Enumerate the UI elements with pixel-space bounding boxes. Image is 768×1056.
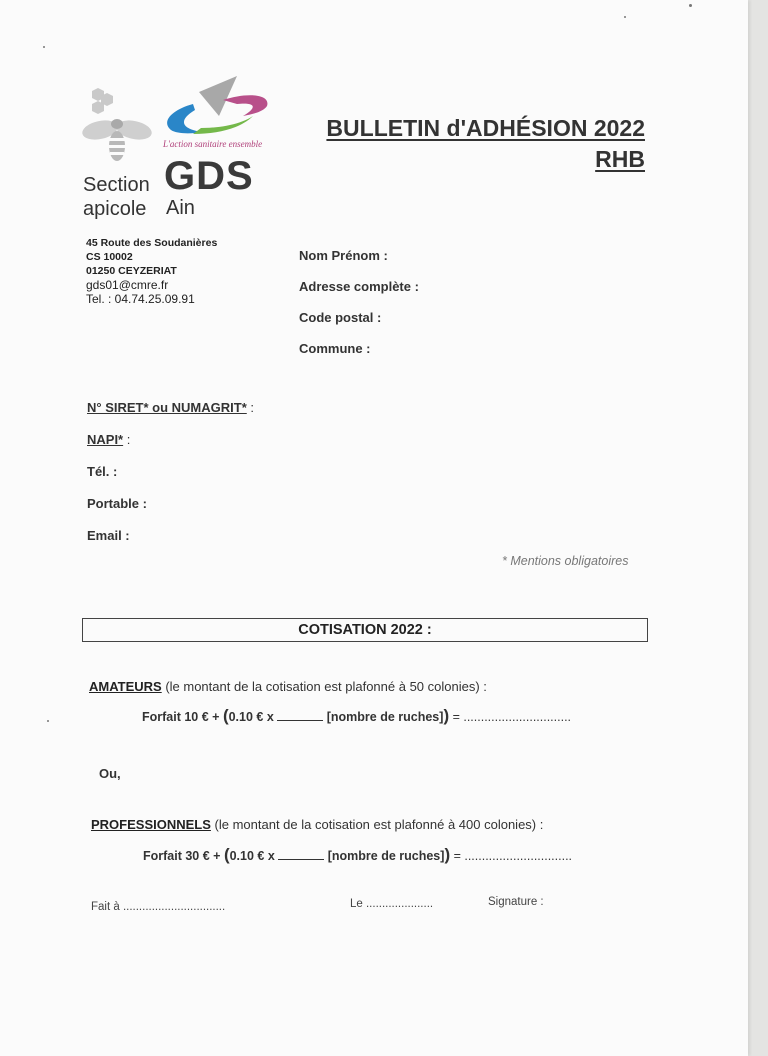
address-block [86, 236, 217, 306]
amateurs-forfait: Forfait 10 € + [142, 710, 223, 724]
amateurs-formula-end: [nombre de ruches] [323, 710, 444, 724]
nom-prenom-label: Nom Prénom : [299, 248, 388, 263]
logo-gds-text: GDS [164, 154, 254, 198]
pro-line [91, 817, 543, 832]
address-tel: Tel. : 04.74.25.09.91 [86, 292, 195, 306]
address-cs: CS 10002 [86, 251, 133, 263]
bee-logo-icon [78, 88, 156, 168]
pro-formula-end: [nombre de ruches] [324, 849, 445, 863]
logo-section-line2: apicole [83, 198, 147, 220]
napi-label [87, 432, 130, 447]
commune-label: Commune : [299, 341, 371, 356]
address-street: 45 Route des Soudanières [86, 237, 218, 249]
logo-ain-text: Ain [166, 197, 195, 219]
amateurs-formula: Forfait 10 € + (0.10 € x [nombre de ruches]) = ............................... [142, 706, 572, 725]
pro-ruches-blank[interactable] [278, 849, 324, 860]
adresse-label: Adresse complète : [299, 279, 419, 294]
code-postal-label: Code postal : [299, 310, 382, 325]
tel-label: Tél. : [87, 464, 118, 479]
cotisation-header-box [82, 618, 648, 642]
pro-formula: Forfait 30 € + (0.10 € x [nombre de ruches]) = ............................... [143, 845, 573, 864]
napi-colon: : [123, 432, 131, 447]
portable-label: Portable : [87, 496, 147, 511]
amateurs-formula-eq: = ............................... [449, 710, 572, 724]
siret-colon: : [246, 400, 254, 415]
logo-section-text [83, 173, 150, 221]
signature-field[interactable]: Signature : [488, 896, 544, 908]
pro-formula-mid: 0.10 € x [229, 849, 279, 863]
cotisation-title: COTISATION 2022 : [298, 622, 432, 638]
amateurs-ruches-blank[interactable] [277, 710, 323, 721]
fait-a-field[interactable]: Fait à ................................ [91, 901, 226, 913]
logo-tagline: L'action sanitaire ensemble [163, 139, 263, 149]
amateurs-label: AMATEURS [89, 679, 162, 694]
pro-note: (le montant de la cotisation est plafonné à 400 colonies) : [210, 817, 544, 832]
napi-label-text: NAPI* [87, 432, 124, 447]
ou-text: Ou, [99, 766, 121, 781]
scan-speck [689, 4, 692, 7]
amateurs-line [89, 679, 487, 694]
pro-label: PROFESSIONNELS [91, 817, 211, 832]
title-line1: BULLETIN d'ADHÉSION 2022 [326, 115, 645, 141]
email-label: Email : [87, 528, 130, 543]
amateurs-formula-mid: 0.10 € x [228, 710, 278, 724]
scan-speck [43, 46, 45, 48]
title-line2: RHB [595, 146, 645, 172]
scan-speck [624, 16, 626, 18]
siret-label [87, 400, 254, 415]
logo-section-line1: Section [83, 174, 150, 196]
scan-speck [47, 720, 49, 722]
date-field[interactable]: Le ..................... [350, 898, 434, 910]
page-title [300, 113, 645, 175]
gds-swoosh-icon [163, 76, 271, 138]
siret-label-text: N° SIRET* ou NUMAGRIT* [87, 400, 247, 415]
amateurs-note: (le montant de la cotisation est plafonné à 50 colonies) : [161, 679, 487, 694]
pro-formula-eq: = ............................... [450, 849, 573, 863]
address-email: gds01@cmre.fr [86, 278, 169, 292]
mentions-obligatoires: * Mentions obligatoires [502, 554, 629, 568]
pro-forfait: Forfait 30 € + [143, 849, 224, 863]
address-city: 01250 CEYZERIAT [86, 265, 177, 277]
